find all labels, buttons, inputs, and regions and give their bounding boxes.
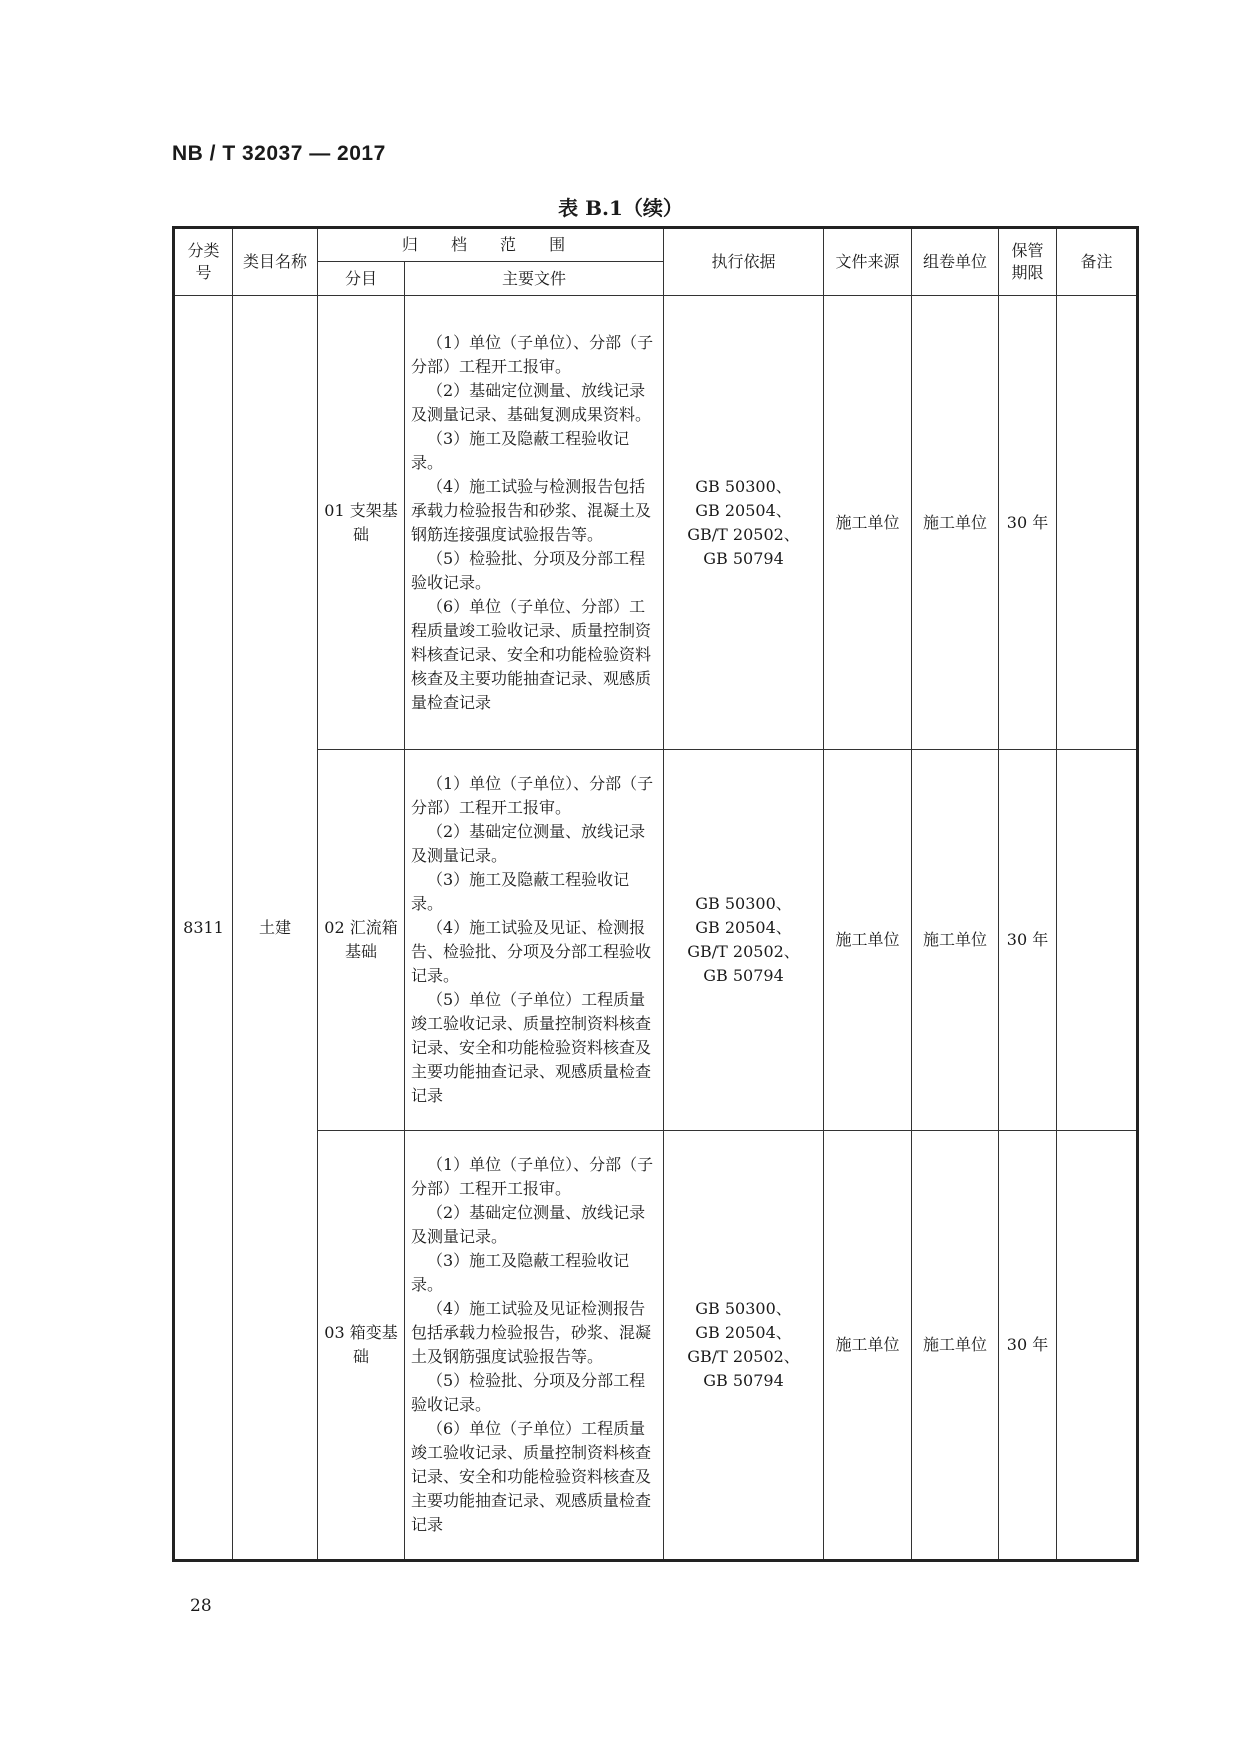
doc-item: （2）基础定位测量、放线记录及测量记录。 xyxy=(411,822,646,865)
doc-item: （6）单位（子单位、分部）工程质量竣工验收记录、质量控制资料核查记录、安全和功能检验资料核查及主要功能抽查记录、观感质量检查记录 xyxy=(411,596,652,712)
doc-item: （3）施工及隐蔽工程验收记录。 xyxy=(411,428,630,472)
doc-item: （5）检验批、分项及分部工程验收记录。 xyxy=(411,1371,646,1414)
header-remarks: 备注 xyxy=(1057,228,1138,296)
header-unit: 组卷单位 xyxy=(912,228,999,296)
cell-source: 施工单位 xyxy=(824,1131,912,1561)
cell-retention: 30 年 xyxy=(999,1131,1057,1561)
basis-standard: GB/T 20502、 xyxy=(687,524,800,544)
header-category: 类目名称 xyxy=(233,228,318,296)
basis-standard: GB 50300、 xyxy=(695,1299,792,1318)
basis-standard: GB 50300、 xyxy=(695,476,792,496)
cell-code: 8311 xyxy=(174,296,233,1561)
cell-source: 施工单位 xyxy=(824,750,912,1131)
cell-remarks xyxy=(1057,750,1138,1131)
basis-standard: GB 50794 xyxy=(703,1371,784,1390)
basis-standard: GB 20504、 xyxy=(695,1323,792,1342)
basis-standard: GB 20504、 xyxy=(695,918,792,937)
basis-standard: GB/T 20502、 xyxy=(687,1347,800,1366)
basis-standard: GB 20504、 xyxy=(695,500,792,520)
table-title: 表 B.1（续） xyxy=(558,196,683,220)
doc-item: （5）检验批、分项及分部工程验收记录。 xyxy=(411,548,646,592)
cell-main-docs xyxy=(405,1131,664,1561)
header-retention: 保管期限 xyxy=(999,228,1057,296)
cell-unit: 施工单位 xyxy=(912,1131,999,1561)
basis-standard: GB 50794 xyxy=(703,548,784,568)
cell-basis xyxy=(664,750,824,1131)
doc-item: （2）基础定位测量、放线记录及测量记录、基础复测成果资料。 xyxy=(411,380,652,424)
doc-item: （1）单位（子单位）、分部（子分部）工程开工报审。 xyxy=(411,332,654,376)
cell-category: 土建 xyxy=(233,296,318,1561)
cell-subcategory: 03 箱变基础 xyxy=(318,1131,405,1561)
table-row xyxy=(174,750,1138,1131)
header-scope: 归 档 范 围 xyxy=(318,228,664,262)
cell-main-docs xyxy=(405,750,664,1131)
cell-unit: 施工单位 xyxy=(912,750,999,1131)
doc-item: （4）施工试验与检测报告包括承载力检验报告和砂浆、混凝土及钢筋连接强度试验报告等。 xyxy=(411,476,652,544)
header-subcategory: 分目 xyxy=(318,262,405,296)
archive-table-container xyxy=(172,226,1136,1562)
cell-remarks xyxy=(1057,296,1138,750)
header-source: 文件来源 xyxy=(824,228,912,296)
table-body xyxy=(174,296,1138,1561)
cell-retention: 30 年 xyxy=(999,750,1057,1131)
doc-item: （2）基础定位测量、放线记录及测量记录。 xyxy=(411,1203,646,1246)
cell-unit: 施工单位 xyxy=(912,296,999,750)
doc-item: （3）施工及隐蔽工程验收记录。 xyxy=(411,1251,630,1294)
header-main-docs: 主要文件 xyxy=(405,262,664,296)
page-number: 28 xyxy=(190,1596,212,1616)
cell-subcategory: 01 支架基础 xyxy=(318,296,405,750)
doc-item: （6）单位（子单位）工程质量竣工验收记录、质量控制资料核查记录、安全和功能检验资料核查及主要功能抽查记录、观感质量检查记录 xyxy=(411,1419,652,1534)
header-code: 分类号 xyxy=(174,228,233,296)
doc-item: （1）单位（子单位）、分部（子分部）工程开工报审。 xyxy=(411,1155,654,1198)
table-row xyxy=(174,296,1138,750)
cell-remarks xyxy=(1057,1131,1138,1561)
cell-source: 施工单位 xyxy=(824,296,912,750)
doc-item: （1）单位（子单位）、分部（子分部）工程开工报审。 xyxy=(411,774,654,817)
standard-code: NB / T 32037 — 2017 xyxy=(172,142,386,165)
basis-standard: GB/T 20502、 xyxy=(687,942,800,961)
header-basis: 执行依据 xyxy=(664,228,824,296)
cell-basis xyxy=(664,1131,824,1561)
cell-main-docs xyxy=(405,296,664,750)
basis-standard: GB 50300、 xyxy=(695,894,792,913)
cell-subcategory: 02 汇流箱基础 xyxy=(318,750,405,1131)
cell-retention: 30 年 xyxy=(999,296,1057,750)
archive-scope-table xyxy=(172,226,1139,1562)
cell-basis xyxy=(664,296,824,750)
basis-standard: GB 50794 xyxy=(703,966,784,985)
doc-item: （5）单位（子单位）工程质量竣工验收记录、质量控制资料核查记录、安全和功能检验资料核查及主要功能抽查记录、观感质量检查记录 xyxy=(411,990,652,1105)
doc-item: （4）施工试验及见证检测报告包括承载力检验报告，砂浆、混凝土及钢筋强度试验报告等。 xyxy=(411,1299,652,1366)
table-row xyxy=(174,1131,1138,1561)
doc-item: （4）施工试验及见证、检测报告、检验批、分项及分部工程验收记录。 xyxy=(411,918,652,985)
doc-item: （3）施工及隐蔽工程验收记录。 xyxy=(411,870,630,913)
